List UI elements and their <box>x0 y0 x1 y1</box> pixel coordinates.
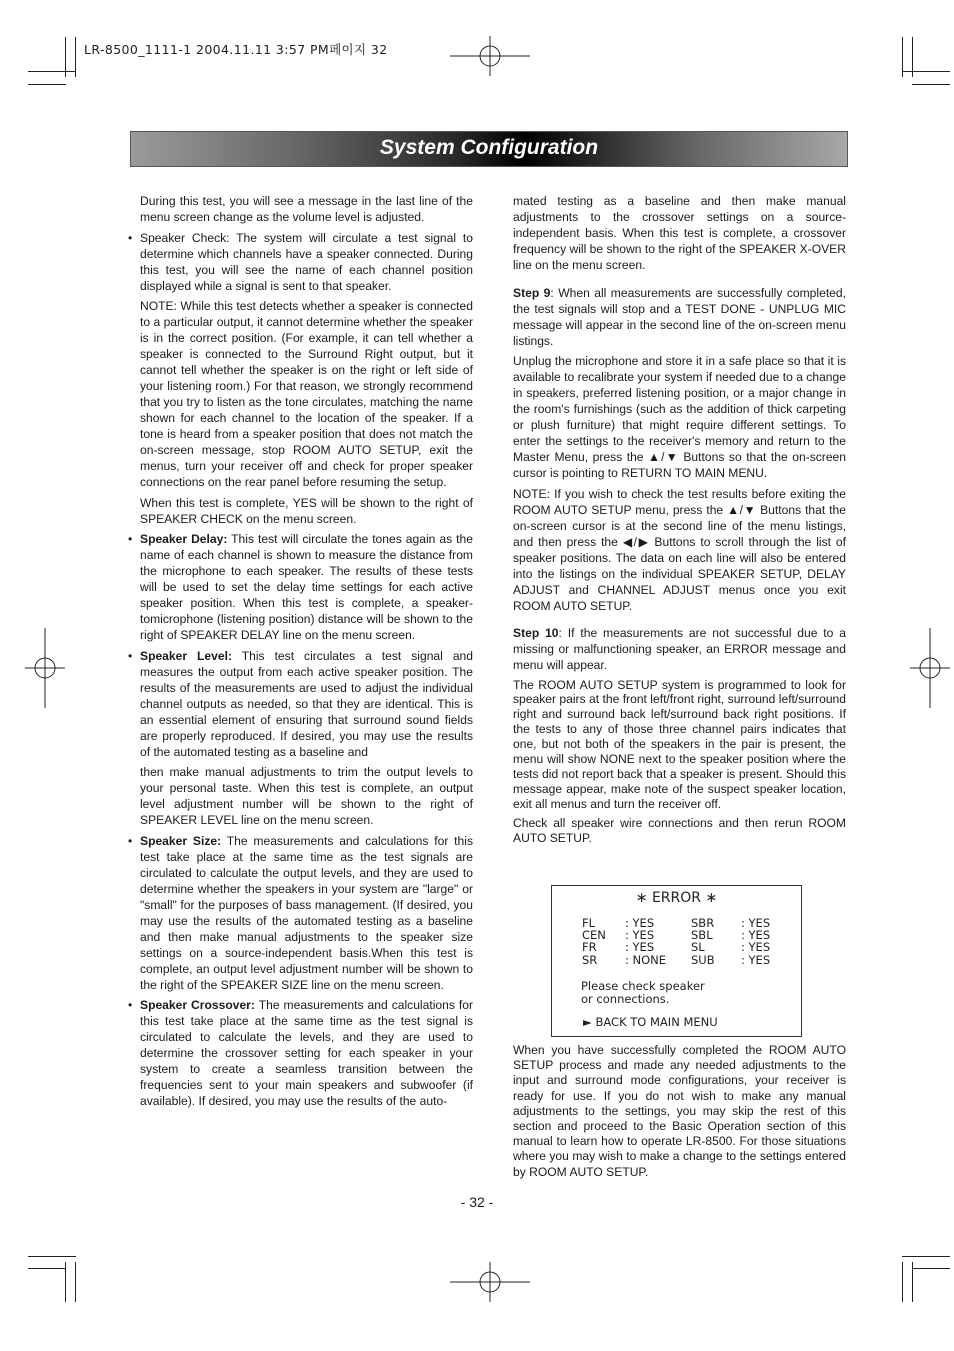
right-column <box>513 193 846 850</box>
crop-mark <box>28 1256 76 1257</box>
crop-mark <box>65 1262 66 1302</box>
error-menu-screen: ∗ ERROR ∗ FL : YES SBR : YES CEN : YES SBL : YES FR : YES SL : YES SR : NONE SUB : YES Please check speaker or connections. ► BACK TO MAIN MENU <box>551 885 802 1037</box>
crop-mark <box>912 84 950 85</box>
error-message: Please check speaker or connections. <box>581 979 705 1006</box>
registration-mark <box>450 1262 530 1302</box>
bullet-speaker-level: • Speaker Level: This test circulates a test signal and measures the output from each active speaker position. The results of the measurements are used to adjust the individual channel outputs as needed, so that they are identical. This is an essential element of ensuring that surround sound fields are properly reproduced. If desired, you may use the results of the automated testing as a baseline and <box>128 648 473 759</box>
page-number: - 32 - <box>460 1194 494 1210</box>
paragraph: When this test is complete, YES will be shown to the right of SPEAKER CHECK on the menu screen. <box>140 495 473 526</box>
crop-mark <box>902 1262 903 1302</box>
bullet-speaker-check: • Speaker Check: The system will circulate a test signal to determine which channels have a speaker connected. During this test, you will see the name of each channel position displayed while a signal is sent to that speaker. <box>128 230 473 293</box>
crop-mark <box>912 1268 950 1269</box>
error-title: ∗ ERROR ∗ <box>635 890 718 906</box>
paragraph-note: NOTE: If you wish to check the test results before exiting the ROOM AUTO SETUP menu, press the ▲/▼ Buttons that the on-screen cursor is at the second line of the menu listings, and then press the ◀/▶ Buttons to scroll through the list of speaker positions. The data on each line will also be entered into the listings on the individual SPEAKER SETUP, DELAY ADJUST and CHANNEL ADJUST menus once you exit ROOM AUTO SETUP. <box>513 486 846 613</box>
crop-mark <box>902 1256 950 1257</box>
bullet-speaker-delay: • Speaker Delay: This test will circulate the tones again as the name of each channel is shown to measure the distance from the microphone to each speaker. The results of these tests will be used to set the delay time settings for each active speaker position. When this test is complete, a speaker-tomicrophone (listening position) distance will be shown to the right of SPEAKER DELAY line on the menu screen. <box>128 532 473 642</box>
paragraph: Check all speaker wire connections and then rerun ROOM AUTO SETUP. <box>513 816 846 846</box>
crop-mark <box>75 37 76 77</box>
registration-mark <box>25 628 65 708</box>
paragraph: During this test, you will see a message in the last line of the menu screen change as the volume level is adjusted. <box>140 194 473 224</box>
crop-mark <box>28 1268 66 1269</box>
bullet-speaker-size: • Speaker Size: The measurements and calculations for this test take place at the same time as the test signals are circulated to calculate the output levels, and they are used to determine whether the speakers in your system are "large" or "small" for the purposes of bass management. (If desired, you may use the results of the automated testing as a baseline and then make manual adjustments to the speaker size settings on a source-independent basis.When this test is complete, an output level adjustment number will be shown to the right of the SPEAKER SIZE line on the menu screen. <box>128 833 473 992</box>
bullet-speaker-crossover: • Speaker Crossover: The measurements and calculations for this test take place at the same time as the test signal is circulated to calculate the levels, and they are used to determine the crossover setting for each speaker in your system to create a seamless transition between the frequencies sent to your main speakers and subwoofer (if available). If desired, you may use the results of the auto- <box>128 998 474 1108</box>
section-title: System Configuration <box>379 136 599 159</box>
paragraph-note: NOTE: While this test detects whether a speaker is connected to a particular output, it cannot determine whether the speaker is in the correct position. (For example, it can tell whether a speaker is connected to the Surround Right output, but it cannot tell whether the speaker is on the right or left side of your listening room.) For that reason, we strongly recommend that you try to listen as the tone circulates, matching the name shown for each channel to the location of the speaker. If a tone is heard from a speaker position that does not match the on-screen message, stop ROOM AUTO SETUP, exit the menus, turn your receiver off and check for proper speaker connections on the rear panel before resuming the setup. <box>140 299 473 489</box>
crop-mark <box>28 71 76 72</box>
paragraph: The ROOM AUTO SETUP system is programmed to look for speaker pairs at the front left/front right, surround left/surround right and surround back left/surround back right positions. If the tests to any of those three channel pairs indicates that one, but not both of the speakers in the pair is present, the menu will show NONE next to the speaker position where the tests did not report back that a speaker is present. Should this message appear, make note of the suspect speaker location, exit all menus and turn the receiver off. <box>513 677 846 811</box>
final-paragraph: When you have successfully completed the ROOM AUTO SETUP process and made any needed adjustments to the input and surround mode configurations, your receiver is ready for use. If you do not wish to make any manual adjustments to the settings, you may skip the rest of this section and proceed to the Basic Operation section of this manual to learn how to operate LR-8500. For those situations where you may wish to make a change to the settings entered by ROOM AUTO SETUP. <box>513 1043 846 1179</box>
section-title-bar <box>130 131 848 167</box>
left-column <box>128 193 474 1114</box>
paragraph: then make manual adjustments to trim the output levels to your personal taste. When this test is complete, an output level adjustment number will be shown to the right of SPEAKER LEVEL line on the menu screen. <box>140 765 473 827</box>
step-10: Step 10: If the measurements are not successful due to a missing or malfunctioning speaker, an ERROR message and menu will appear. <box>513 626 846 672</box>
crop-mark <box>65 37 66 77</box>
paragraph: Unplug the microphone and store it in a safe place so that it is available to recalibrate your system if needed due to a change in speakers, preferred listening position, or a major change in the room's furnishings (such as the addition of thick carpeting or plush furniture) that might require different settings. To enter the settings to the receiver's memory and return to the Master Menu, press the ▲/▼ Buttons so that the on-screen cursor is pointing to RETURN TO MAIN MENU. <box>513 354 846 480</box>
print-slug: LR-8500_1111-1 2004.11.11 3:57 PM페이지 32 <box>84 42 388 57</box>
crop-mark <box>28 84 66 85</box>
crop-mark <box>75 1262 76 1302</box>
step-9: Step 9: When all measurements are successfully completed, the test signals will stop and a TEST DONE - UNPLUG MIC message will appear in the second line of the on-screen menu listings. <box>513 285 846 348</box>
registration-mark <box>450 36 530 76</box>
back-to-main-menu-item: ► BACK TO MAIN MENU <box>583 1015 718 1029</box>
registration-mark <box>910 628 950 708</box>
paragraph: mated testing as a baseline and then make manual adjustments to the crossover settings on a source-independent basis. When this test is complete, a crossover frequency will be shown to the right of the SPEAKER X-OVER line on the menu screen. <box>513 194 846 272</box>
crop-mark <box>902 71 950 72</box>
